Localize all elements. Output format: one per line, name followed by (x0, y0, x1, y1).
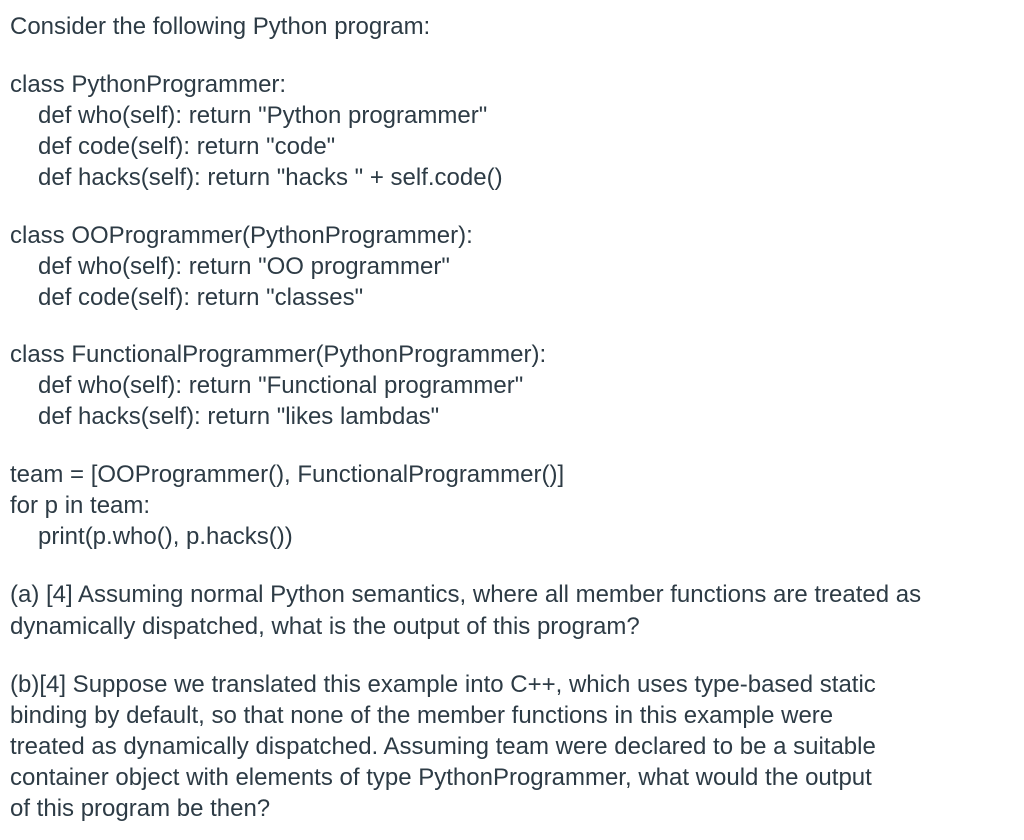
class-header: class PythonProgrammer: (10, 71, 287, 98)
class-header: class FunctionalProgrammer(PythonProgrammer): (10, 341, 547, 368)
method-line: def code(self): return "classes" (38, 284, 364, 311)
team-assignment: team = [OOProgrammer(), FunctionalProgrammer()] (10, 461, 565, 488)
print-line: print(p.who(), p.hacks()) (38, 523, 293, 550)
method-line: def hacks(self): return "hacks " + self.code() (38, 164, 503, 191)
class-header: class OOProgrammer(PythonProgrammer): (10, 222, 473, 249)
question-b-line: (b)[4] Suppose we translated this example into C++, which uses type-based static (10, 671, 876, 698)
method-line: def code(self): return "code" (38, 133, 336, 160)
method-line: def who(self): return "Python programmer" (38, 102, 488, 129)
question-b-line: binding by default, so that none of the member functions in this example were (10, 702, 834, 729)
for-loop-line: for p in team: (10, 492, 151, 519)
question-b-line: of this program be then? (10, 795, 271, 822)
question-a-line: (a) [4] Assuming normal Python semantics, where all member functions are treated as (10, 581, 922, 608)
intro-text: Consider the following Python program: (10, 13, 431, 40)
question-a-line: dynamically dispatched, what is the output of this program? (10, 613, 640, 640)
method-line: def who(self): return "OO programmer" (38, 253, 450, 280)
question-b-line: treated as dynamically dispatched. Assuming team were declared to be a suitable (10, 733, 876, 760)
method-line: def who(self): return "Functional programmer" (38, 372, 524, 399)
method-line: def hacks(self): return "likes lambdas" (38, 403, 440, 430)
question-b-line: container object with elements of type PythonProgrammer, what would the output (10, 764, 872, 791)
